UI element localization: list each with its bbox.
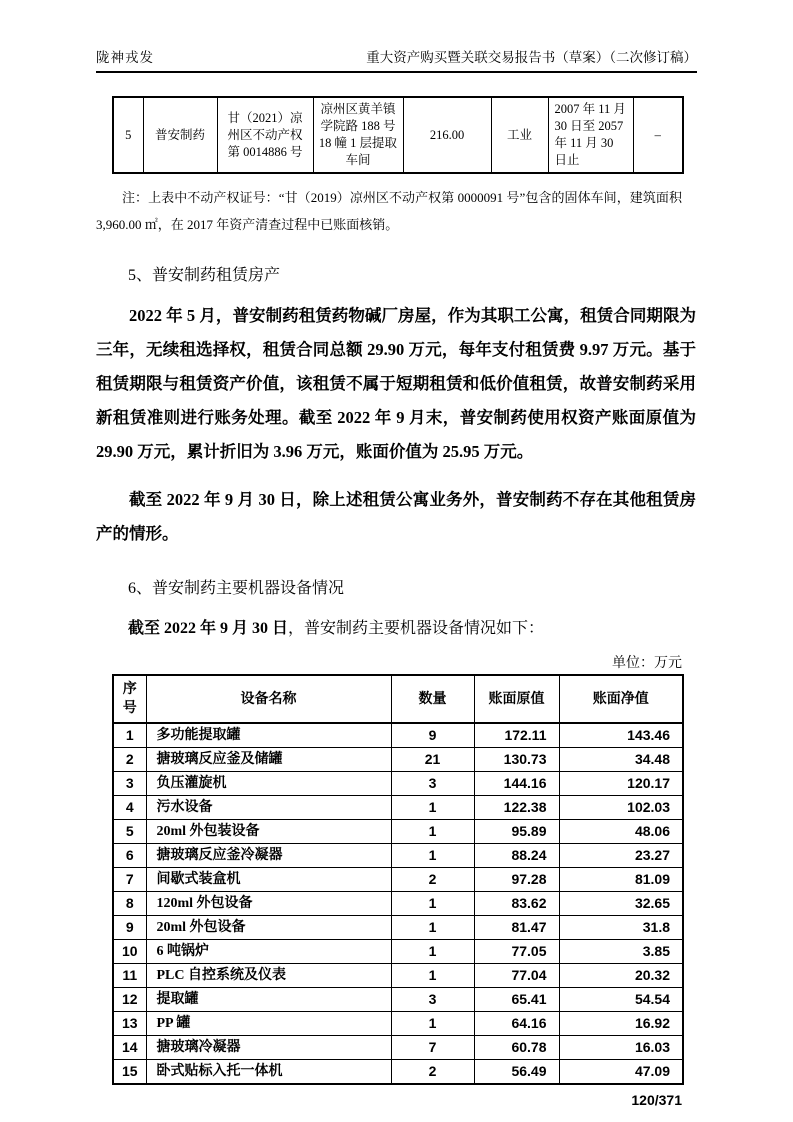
equipment-name-cell: 污水设备 — [146, 796, 391, 820]
property-company-cell: 普安制药 — [143, 97, 217, 173]
equipment-name-cell: 负压灌旋机 — [146, 772, 391, 796]
table-row — [113, 892, 683, 916]
equipment-original-value-cell: 60.78 — [474, 1036, 559, 1060]
table-row — [113, 1060, 683, 1085]
equipment-original-value-cell: 172.11 — [474, 723, 559, 748]
property-area-cell: 216.00 — [403, 97, 491, 173]
property-address-cell: 凉州区黄羊镇学院路 188 号 18 幢 1 层提取车间 — [313, 97, 403, 173]
property-encumbrance-cell: – — [633, 97, 683, 173]
section-6-intro — [96, 614, 696, 644]
table-row — [113, 868, 683, 892]
equipment-original-value-cell: 97.28 — [474, 868, 559, 892]
equipment-name-cell: 搪玻璃反应釜及储罐 — [146, 748, 391, 772]
equipment-quantity-cell: 2 — [391, 1060, 474, 1085]
property-cert-cell: 甘（2021）凉州区不动产权第 0014886 号 — [217, 97, 313, 173]
table-row — [113, 796, 683, 820]
equipment-name-cell: 20ml 外包设备 — [146, 916, 391, 940]
equipment-table — [112, 674, 684, 1085]
equipment-seq-cell: 5 — [113, 820, 146, 844]
section-6-heading: 6、普安制药主要机器设备情况 — [128, 580, 345, 597]
equipment-seq-cell: 15 — [113, 1060, 146, 1085]
equipment-name-cell: 提取罐 — [146, 988, 391, 1012]
equipment-name-cell: 20ml 外包装设备 — [146, 820, 391, 844]
property-seq-cell: 5 — [113, 97, 143, 173]
equipment-original-value-cell: 64.16 — [474, 1012, 559, 1036]
equipment-net-value-cell: 3.85 — [559, 940, 683, 964]
page-number: 120/371 — [631, 1092, 682, 1108]
equipment-seq-cell: 14 — [113, 1036, 146, 1060]
equipment-original-value-cell: 77.04 — [474, 964, 559, 988]
col-header-seq: 序号 — [113, 675, 146, 723]
equipment-quantity-cell: 3 — [391, 772, 474, 796]
equipment-net-value-cell: 23.27 — [559, 844, 683, 868]
equipment-quantity-cell: 1 — [391, 916, 474, 940]
equipment-quantity-cell: 1 — [391, 964, 474, 988]
equipment-net-value-cell: 34.48 — [559, 748, 683, 772]
table-row — [113, 916, 683, 940]
equipment-seq-cell: 3 — [113, 772, 146, 796]
equipment-net-value-cell: 143.46 — [559, 723, 683, 748]
equipment-table-body — [113, 723, 683, 1084]
equipment-name-cell: 卧式贴标入托一体机 — [146, 1060, 391, 1085]
equipment-quantity-cell: 1 — [391, 844, 474, 868]
equipment-seq-cell: 12 — [113, 988, 146, 1012]
equipment-original-value-cell: 83.62 — [474, 892, 559, 916]
equipment-net-value-cell: 16.92 — [559, 1012, 683, 1036]
equipment-original-value-cell: 95.89 — [474, 820, 559, 844]
col-header-device-name: 设备名称 — [146, 675, 391, 723]
property-table — [112, 96, 684, 174]
equipment-seq-cell: 13 — [113, 1012, 146, 1036]
equipment-quantity-cell: 1 — [391, 1012, 474, 1036]
equipment-name-cell: 6 吨锅炉 — [146, 940, 391, 964]
equipment-original-value-cell: 65.41 — [474, 988, 559, 1012]
table-note: 注：上表中不动产权证号：“甘（2019）凉州区不动产权第 0000091 号”包含的固体车间，建筑面积 3,960.00 ㎡，在 2017 年资产清查过程中已账面核销。 — [96, 190, 682, 232]
equipment-quantity-cell: 7 — [391, 1036, 474, 1060]
equipment-seq-cell: 2 — [113, 748, 146, 772]
equipment-table-header-row — [113, 675, 683, 723]
equipment-seq-cell: 1 — [113, 723, 146, 748]
table-row — [113, 820, 683, 844]
equipment-original-value-cell: 144.16 — [474, 772, 559, 796]
equipment-seq-cell: 8 — [113, 892, 146, 916]
equipment-name-cell: 搪玻璃反应釜冷凝器 — [146, 844, 391, 868]
equipment-net-value-cell: 20.32 — [559, 964, 683, 988]
unit-label: 单位：万元 — [612, 656, 682, 671]
intro-date-text: 截至 2022 年 9 月 30 日 — [128, 620, 289, 637]
equipment-net-value-cell: 31.8 — [559, 916, 683, 940]
header-right-title: 重大资产购买暨关联交易报告书（草案）（二次修订稿） — [366, 50, 697, 65]
equipment-quantity-cell: 1 — [391, 796, 474, 820]
equipment-quantity-cell: 2 — [391, 868, 474, 892]
equipment-name-cell: 120ml 外包设备 — [146, 892, 391, 916]
section-5-paragraph-2: 截至 2022 年 9 月 30 日，除上述租赁公寓业务外，普安制药不存在其他租赁房产的情形。 — [96, 490, 696, 543]
equipment-quantity-cell: 3 — [391, 988, 474, 1012]
equipment-quantity-cell: 1 — [391, 820, 474, 844]
equipment-net-value-cell: 120.17 — [559, 772, 683, 796]
col-header-net-value: 账面净值 — [559, 675, 683, 723]
equipment-quantity-cell: 21 — [391, 748, 474, 772]
equipment-original-value-cell: 81.47 — [474, 916, 559, 940]
intro-rest-text: ，普安制药主要机器设备情况如下： — [288, 620, 545, 637]
equipment-net-value-cell: 54.54 — [559, 988, 683, 1012]
equipment-net-value-cell: 102.03 — [559, 796, 683, 820]
table-row — [113, 940, 683, 964]
section-5-paragraph-1: 2022 年 5 月，普安制药租赁药物碱厂房屋，作为其职工公寓，租赁合同期限为三年，无续租选择权，租赁合同总额 29.90 万元，每年支付租赁费 9.97 万元。基于租赁期限与租赁资产价值，该租赁不属于短期租赁和低价值租赁，故普安制药采用新租赁准则进行账务处理。截至 2022 年 9 月末，普安制药使用权资产账面原值为 29.90 万元，累计折旧为 3.96 万元，账面价值为 25.95 万元。 — [96, 306, 696, 461]
equipment-seq-cell: 10 — [113, 940, 146, 964]
table-row — [113, 1036, 683, 1060]
equipment-name-cell: 多功能提取罐 — [146, 723, 391, 748]
equipment-seq-cell: 6 — [113, 844, 146, 868]
table-row — [113, 723, 683, 748]
equipment-net-value-cell: 47.09 — [559, 1060, 683, 1085]
equipment-name-cell: 搪玻璃冷凝器 — [146, 1036, 391, 1060]
equipment-original-value-cell: 56.49 — [474, 1060, 559, 1085]
table-row — [113, 748, 683, 772]
property-term-cell: 2007 年 11 月 30 日至 2057 年 11 月 30 日止 — [548, 97, 633, 173]
equipment-original-value-cell: 122.38 — [474, 796, 559, 820]
equipment-seq-cell: 9 — [113, 916, 146, 940]
equipment-net-value-cell: 81.09 — [559, 868, 683, 892]
table-row — [113, 964, 683, 988]
equipment-original-value-cell: 77.05 — [474, 940, 559, 964]
col-header-quantity: 数量 — [391, 675, 474, 723]
equipment-quantity-cell: 9 — [391, 723, 474, 748]
table-row — [113, 1012, 683, 1036]
equipment-net-value-cell: 48.06 — [559, 820, 683, 844]
equipment-seq-cell: 4 — [113, 796, 146, 820]
col-header-original-value: 账面原值 — [474, 675, 559, 723]
equipment-original-value-cell: 130.73 — [474, 748, 559, 772]
equipment-net-value-cell: 32.65 — [559, 892, 683, 916]
equipment-seq-cell: 11 — [113, 964, 146, 988]
equipment-name-cell: PLC 自控系统及仪表 — [146, 964, 391, 988]
equipment-name-cell: 间歇式装盒机 — [146, 868, 391, 892]
equipment-quantity-cell: 1 — [391, 940, 474, 964]
section-5-heading: 5、普安制药租赁房产 — [128, 267, 281, 284]
equipment-original-value-cell: 88.24 — [474, 844, 559, 868]
equipment-net-value-cell: 16.03 — [559, 1036, 683, 1060]
equipment-name-cell: PP 罐 — [146, 1012, 391, 1036]
page-header — [96, 46, 697, 73]
table-row — [113, 97, 683, 173]
equipment-seq-cell: 7 — [113, 868, 146, 892]
equipment-quantity-cell: 1 — [391, 892, 474, 916]
header-left-title: 陇神戎发 — [96, 50, 154, 65]
table-row — [113, 988, 683, 1012]
property-usage-cell: 工业 — [491, 97, 548, 173]
table-row — [113, 844, 683, 868]
table-row — [113, 772, 683, 796]
